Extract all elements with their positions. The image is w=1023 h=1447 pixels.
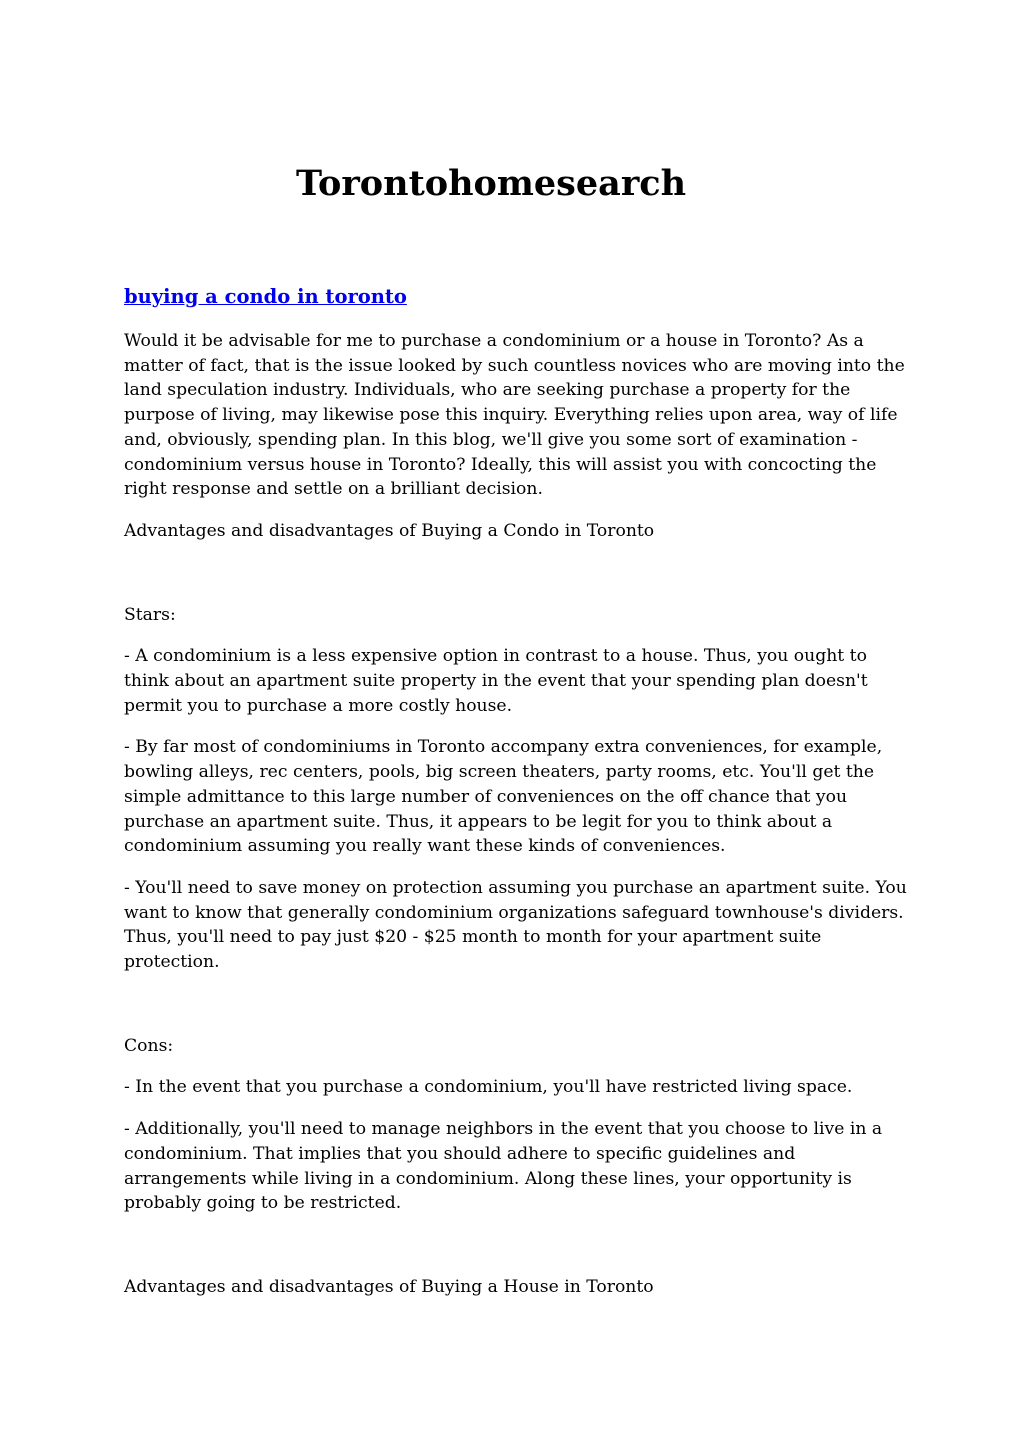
intro-paragraph: Would it be advisable for me to purchase a condominium or a house in Toronto? As a matter of fact, that is the issue looked by such countless novices who are moving into the land speculation industry. Individuals, who are seeking purchase a property for the purpose of living, may likewise pose this inquiry. Everything relies upon area, way of life and, obviously, spending plan. In this blog, we'll give you some sort of examination - condominium versus house in Toronto? Ideally, this will assist you with concocting the right response and settle on a brilliant decision. <box>124 331 905 500</box>
pros-label: Stars: <box>124 604 176 625</box>
cons-label: Cons: <box>124 1035 174 1056</box>
condo-article-link[interactable]: buying a condo in toronto <box>124 285 407 308</box>
document-title: Torontohomesearch <box>295 163 687 204</box>
pros-item: - You'll need to save money on protection assuming you purchase an apartment suite. You want to know that generally condominium organizations safeguard townhouse's dividers. Thus, you'll need to pay just $20 - $25 month to month for your apartment suite protection. <box>124 877 907 973</box>
condo-section-heading: Advantages and disadvantages of Buying a Condo in Toronto <box>124 520 655 541</box>
document-body <box>124 282 914 1300</box>
house-section-heading: Advantages and disadvantages of Buying a House in Toronto <box>124 1276 654 1297</box>
pros-item: - A condominium is a less expensive option in contrast to a house. Thus, you ought to think about an apartment suite property in the event that your spending plan doesn't permit you to purchase a more costly house. <box>124 646 868 716</box>
cons-item: - Additionally, you'll need to manage neighbors in the event that you choose to live in a condominium. That implies that you should adhere to specific guidelines and arrangements while living in a condominium. Along these lines, your opportunity is probably going to be restricted. <box>124 1119 883 1214</box>
cons-item: - In the event that you purchase a condominium, you'll have restricted living space. <box>124 1077 853 1098</box>
pros-item: - By far most of condominiums in Toronto accompany extra conveniences, for example, bowling alleys, rec centers, pools, big screen theaters, party rooms, etc. You'll get the simple admittance to this large number of conveniences on the off chance that you purchase an apartment suite. Thus, it appears to be legit for you to think about a condominium assuming you really want these kinds of conveniences. <box>124 737 883 857</box>
